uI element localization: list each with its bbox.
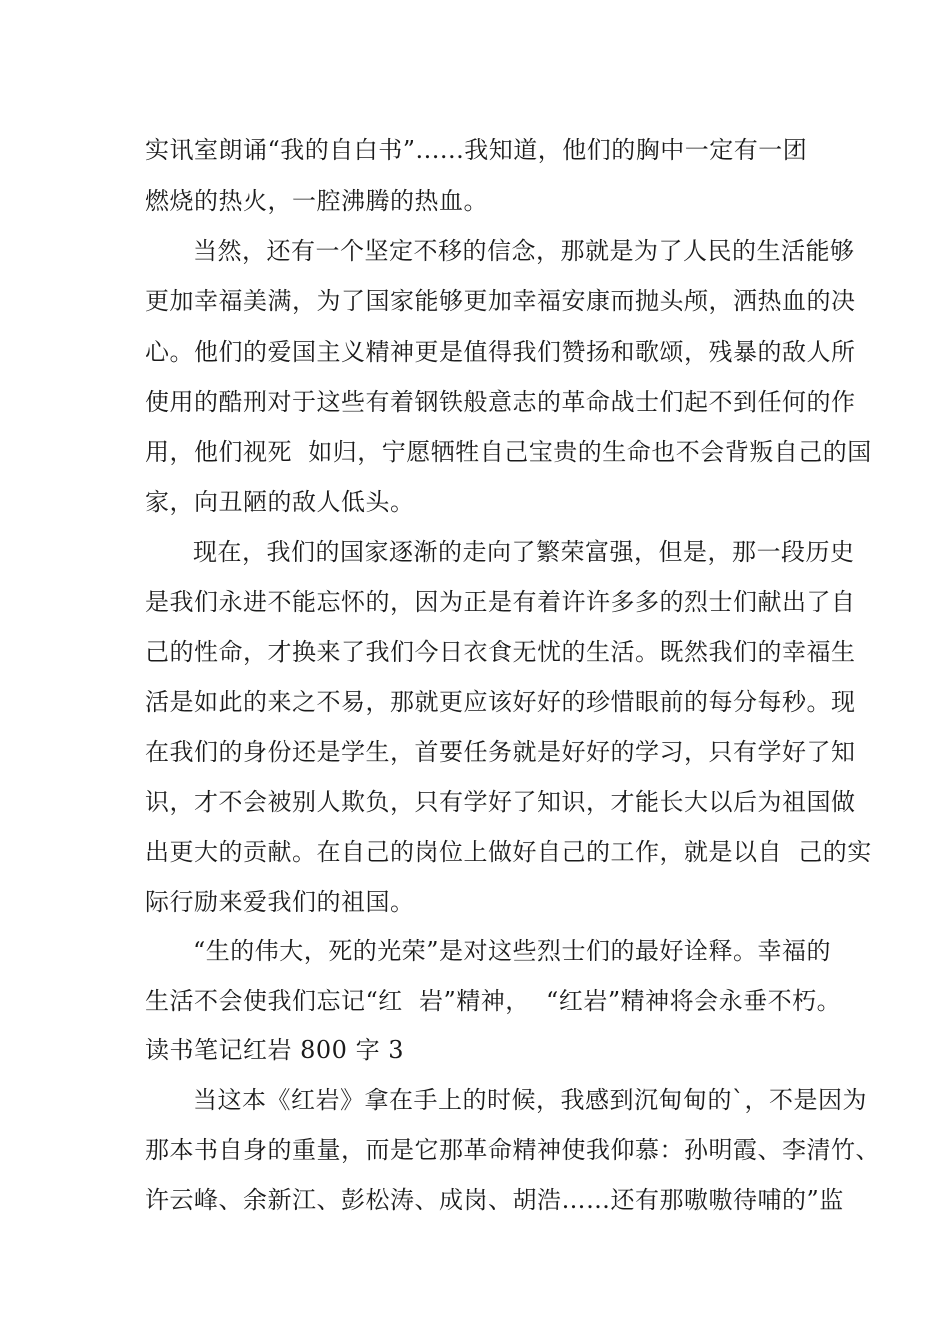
text-line: 是我们永进不能忘怀的，因为正是有着许许多多的烈士们献出了自 [145, 588, 856, 616]
text-line: 那本书自身的重量，而是它那革命精神使我仰慕：孙明霞、李清竹、 [145, 1136, 880, 1164]
paragraph-first-line: 当然，还有一个坚定不移的信念，那就是为了人民的生活能够 [193, 237, 855, 265]
paragraph-first-line: 当这本《红岩》拿在手上的时候，我感到沉甸甸的`，不是因为 [193, 1086, 867, 1114]
paragraph-first-line: 现在，我们的国家逐渐的走向了繁荣富强，但是，那一段历史 [193, 538, 855, 566]
text-line: 用，他们视死 如归，宁愿牺牲自己宝贵的生命也不会背叛自己的国 [145, 438, 872, 466]
text-line: 燃烧的热火，一腔沸腾的热血。 [145, 187, 488, 215]
text-line: 际行励来爱我们的祖国。 [145, 888, 415, 916]
text-line: 识，才不会被别人欺负，只有学好了知识，才能长大以后为祖国做 [145, 788, 856, 816]
text-line: 使用的酷刑对于这些有着钢铁般意志的革命战士们起不到任何的作 [145, 388, 856, 416]
text-line: 许云峰、余新江、彭松涛、成岗、胡浩……还有那嗷嗷待哺的”监 [145, 1186, 844, 1214]
text-line: 生活不会使我们忘记“红 岩”精神， “红岩”精神将会永垂不朽。 [145, 987, 842, 1015]
text-line: 更加幸福美满，为了国家能够更加幸福安康而抛头颅，洒热血的决 [145, 287, 856, 315]
text-line: 实讯室朗诵“我的自白书”......我知道，他们的胸中一定有一团 [145, 136, 808, 164]
text-line: 心。他们的爱国主义精神更是值得我们赞扬和歌颂，残暴的敌人所 [145, 338, 856, 366]
text-line: 在我们的身份还是学生，首要任务就是好好的学习，只有学好了知 [145, 738, 856, 766]
text-line: 出更大的贡献。在自己的岗位上做好自己的工作，就是以自 己的实 [145, 838, 872, 866]
section-heading: 读书笔记红岩 800 字 3 [145, 1036, 404, 1064]
paragraph-first-line: “生的伟大，死的光荣”是对这些烈士们的最好诠释。幸福的 [193, 937, 832, 965]
text-line: 己的性命，才换来了我们今日衣食无忧的生活。既然我们的幸福生 [145, 638, 856, 666]
text-line: 家，向丑陋的敌人低头。 [145, 488, 415, 516]
text-line: 活是如此的来之不易，那就更应该好好的珍惜眼前的每分每秒。现 [145, 688, 856, 716]
